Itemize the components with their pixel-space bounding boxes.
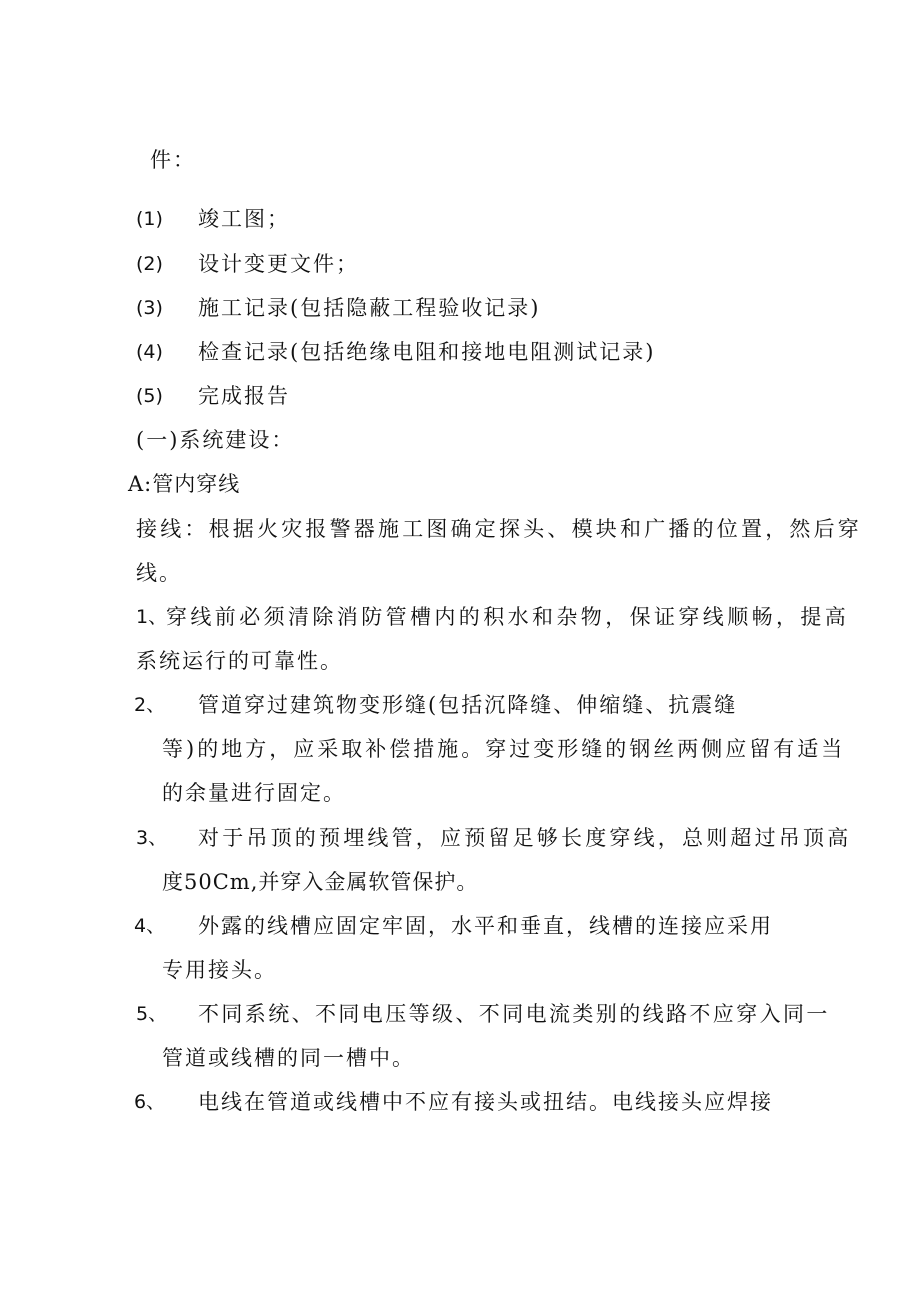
item-line: 度50Cm,并穿入金属软管保护。 [162,870,479,894]
item-number: 2、 [134,694,166,716]
paragraph-line: 接线：根据火灾报警器施工图确定探头、模块和广播的位置，然后穿 [136,517,862,541]
list-text: 设计变更文件； [198,252,359,276]
item-number: 1、 [136,606,168,628]
section-heading: (一)系统建设： [136,428,295,452]
item-number: 3、 [136,827,168,849]
subsection-heading: A:管内穿线 [128,472,241,496]
item-line: 电线在管道或线槽中不应有接头或扭结。电线接头应焊接 [198,1090,773,1114]
item-line: 穿线前必须清除消防管槽内的积水和杂物，保证穿线顺畅，提高 [166,605,850,629]
item-number: 4、 [134,915,166,937]
item-line: 专用接头。 [162,958,277,982]
list-text: 竣工图； [198,207,290,231]
item-line: 不同系统、不同电压等级、不同电流类别的线路不应穿入同一 [198,1002,830,1026]
list-text: 完成报告 [198,384,290,408]
list-number: (4) [136,341,163,363]
intro-text: 件： [150,148,196,172]
list-number: (3) [136,297,163,319]
item-line: 外露的线槽应固定牢固，水平和垂直，线槽的连接应采用 [198,914,773,938]
list-number: (5) [136,385,163,407]
item-number: 6、 [134,1091,166,1113]
list-number: (1) [136,208,163,230]
item-number: 5、 [136,1003,168,1025]
item-line: 系统运行的可靠性。 [136,649,343,673]
list-text: 检查记录(包括绝缘电阻和接地电阻测试记录) [198,340,656,364]
item-line: 的余量进行固定。 [162,781,346,805]
item-line: 管道或线槽的同一槽中。 [162,1046,415,1070]
list-number: (2) [136,253,163,275]
paragraph-line: 线。 [136,561,182,585]
item-line: 对于吊顶的预埋线管，应预留足够长度穿线，总则超过吊顶高 [198,826,852,850]
list-text: 施工记录(包括隐蔽工程验收记录) [198,296,541,320]
item-line: 管道穿过建筑物变形缝(包括沉降缝、伸缩缝、抗震缝 [198,693,738,717]
item-line: 等)的地方，应采取补偿措施。穿过变形缝的钢丝两侧应留有适当 [162,737,846,761]
